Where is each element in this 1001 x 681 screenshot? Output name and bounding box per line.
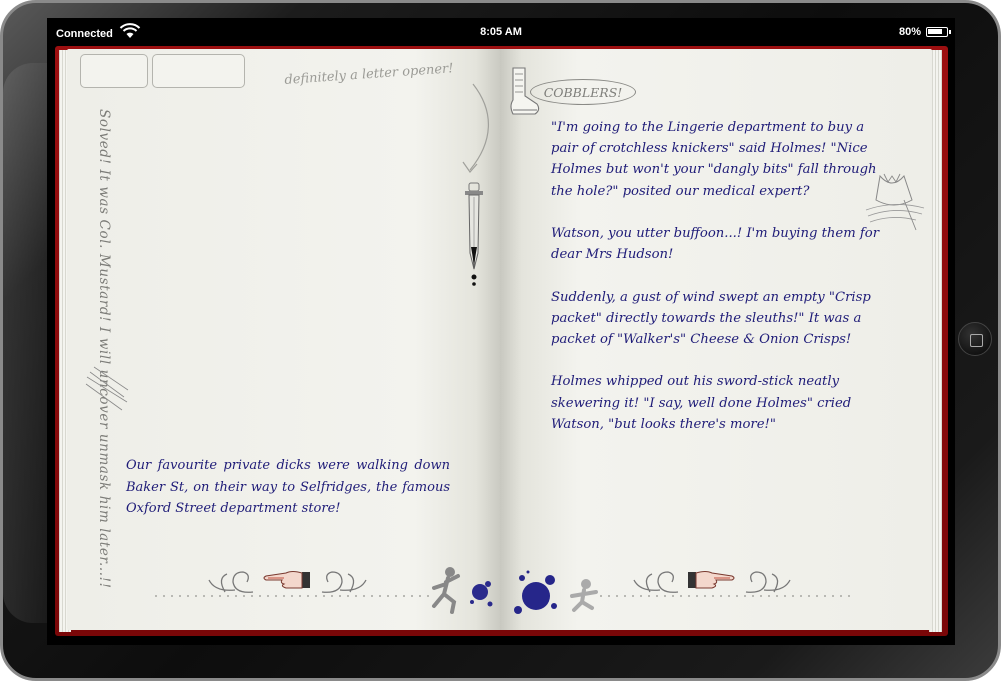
chasing-figure-icon: [568, 576, 602, 616]
right-story-text: [551, 117, 886, 456]
knickers-sketch-icon: [864, 170, 926, 236]
ink-splat-large-icon: [508, 566, 564, 622]
toolbar-box-1[interactable]: [80, 54, 148, 88]
paragraph-1: "I'm going to the Lingerie department to buy a pair of crotchless knickers" said Holmes! "Nice Holmes but won't your "dangly bits" fall through the hole?" posited our medical expert?: [551, 120, 877, 199]
paragraph-2: Watson, you utter buffoon...! I'm buying them for dear Mrs Hudson!: [551, 226, 880, 263]
footer-dotline-left: [155, 595, 435, 597]
flourish-right-icon-2: [744, 568, 794, 596]
running-man-icon: [426, 566, 466, 614]
scribble-icon: [82, 362, 132, 412]
left-page[interactable]: [67, 49, 502, 630]
letter-opener-icon: [462, 183, 486, 287]
cobblers-speech-bubble: COBBLERS!: [530, 79, 636, 105]
flourish-right-icon: [320, 568, 370, 596]
paragraph-3: Suddenly, a gust of wind swept an empty "Crisp packet" directly towards the sleuths!" It was a packet of "Walker's" Cheese & Onion Crisps!: [551, 289, 871, 347]
status-battery: [899, 26, 948, 38]
battery-percent: 80%: [898, 26, 921, 38]
ink-splat-icon: [466, 576, 496, 612]
paragraph-4: Holmes whipped out his sword-stick neatly skewering it! "I say, well done Holmes" cried Watson, "but looks there's more!": [551, 374, 852, 432]
home-button[interactable]: [958, 322, 992, 356]
vertical-margin-note: Solved! It was Col. Mustard! I will uncover unmask him later...!!: [96, 109, 112, 589]
margin-note-letter-opener: definitely a letter opener!: [284, 61, 454, 88]
flourish-left-icon-2: [630, 568, 680, 596]
network-label: Connected: [56, 28, 113, 40]
flourish-left-icon: [205, 568, 255, 596]
status-bar: [47, 18, 955, 48]
status-time: 8:05 AM: [480, 26, 522, 38]
battery-icon: [926, 27, 948, 37]
pointing-hand-icon[interactable]: [262, 568, 312, 592]
curved-arrow-icon: [455, 82, 495, 182]
left-story-text: Our favourite private dicks were walking down Baker St, on their way to Selfridges, the famous Oxford Street department store!: [126, 458, 450, 516]
pointing-hand-icon-2[interactable]: [686, 568, 736, 592]
toolbar-box-2[interactable]: [152, 54, 245, 88]
